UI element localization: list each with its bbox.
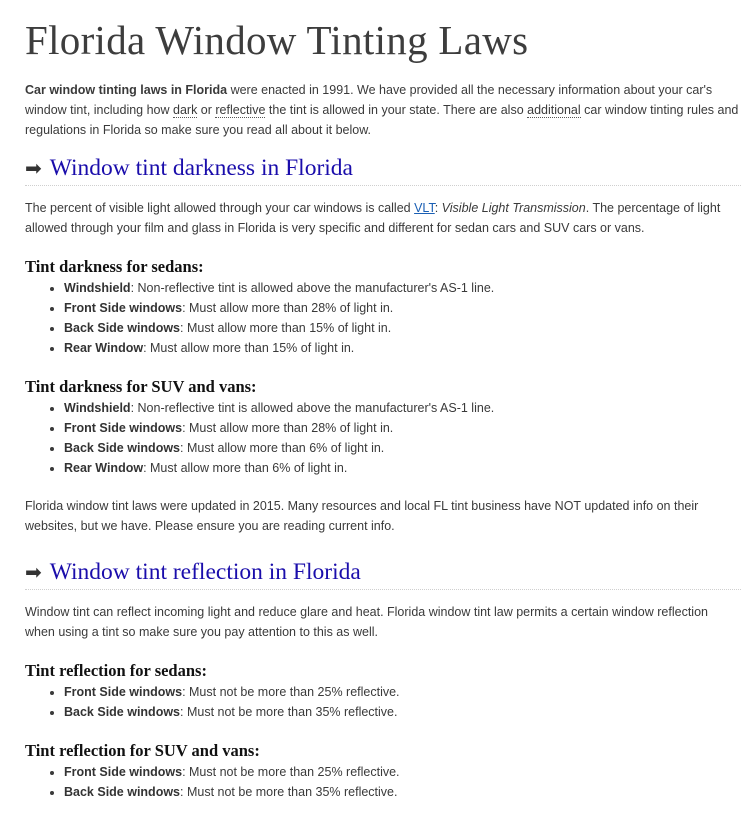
list-item [64, 338, 741, 358]
subheading-darkness-suv: Tint darkness for SUV and vans: [25, 377, 257, 396]
list-item [64, 398, 741, 418]
list-item-text: : Must allow more than 15% of light in. [180, 321, 392, 335]
list-item-text: : Must not be more than 25% reflective. [182, 765, 400, 779]
list-item [64, 298, 741, 318]
vlt-full-name: Visible Light Transmission [441, 201, 586, 215]
subheading-darkness-sedans: Tint darkness for sedans: [25, 257, 204, 276]
reflection-suv-list [25, 762, 741, 802]
additional-term[interactable]: additional [527, 103, 581, 117]
list-item-text: : Must allow more than 6% of light in. [180, 441, 385, 455]
list-item-label: Front Side windows [64, 301, 183, 315]
reflection-sedans-list [25, 682, 741, 722]
list-item [64, 682, 741, 702]
vlt-text-2: : [434, 201, 442, 215]
intro-text-4: car window tinting rules and regulations in Florida so make sure you read all about it below. [25, 103, 739, 137]
list-item-label: Back Side windows [64, 441, 181, 455]
list-item-text: : Must allow more than 6% of light in. [143, 461, 348, 475]
list-item [64, 318, 741, 338]
list-item-text: : Non-reflective tint is allowed above the manufacturer's AS-1 line. [130, 281, 495, 295]
list-item-text: : Non-reflective tint is allowed above the manufacturer's AS-1 line. [130, 401, 495, 415]
list-item [64, 458, 741, 478]
list-item-label: Front Side windows [64, 765, 183, 779]
intro-text-2: or [197, 103, 216, 117]
section-heading-reflection-text: Window tint reflection in Florida [49, 559, 361, 585]
intro-text-3: the tint is allowed in your state. There are also [265, 103, 528, 117]
list-item-text: : Must not be more than 35% reflective. [180, 785, 398, 799]
list-item-label: Back Side windows [64, 785, 181, 799]
subheading-reflection-sedans: Tint reflection for sedans: [25, 661, 207, 680]
list-item-label: Windshield [64, 401, 131, 415]
list-item-text: : Must allow more than 15% of light in. [143, 341, 355, 355]
section-heading-reflection [25, 557, 741, 590]
page-title: Florida Window Tinting Laws [25, 17, 529, 63]
list-item-label: Back Side windows [64, 321, 181, 335]
reflection-paragraph: Window tint can reflect incoming light and reduce glare and heat. Florida window tint law permits a certain window reflection when using a tint so make sure you pay attention to this as well. [25, 605, 708, 639]
list-item [64, 278, 741, 298]
list-item-text: : Must not be more than 35% reflective. [180, 705, 398, 719]
list-item-label: Rear Window [64, 461, 144, 475]
right-arrow-icon: ➡ [25, 156, 42, 180]
reflective-term[interactable]: reflective [215, 103, 266, 117]
list-item-label: Back Side windows [64, 705, 181, 719]
vlt-link[interactable]: VLT [414, 201, 435, 215]
intro-text-1: were enacted in 1991. We have provided all the necessary information about your car's window tint, including how [25, 83, 713, 117]
intro-paragraph [25, 80, 741, 140]
list-item [64, 418, 741, 438]
list-item-text: : Must allow more than 28% of light in. [182, 301, 394, 315]
vlt-text-3: . The percentage of light allowed through your film and glass in Florida is very specific and different for sedan cars and SUV cars or vans. [25, 201, 721, 235]
list-item-label: Front Side windows [64, 685, 183, 699]
intro-bold: Car window tinting laws in Florida [25, 83, 228, 97]
list-item-label: Front Side windows [64, 421, 183, 435]
list-item-text: : Must not be more than 25% reflective. [182, 685, 400, 699]
list-item [64, 702, 741, 722]
dark-term[interactable]: dark [173, 103, 198, 117]
list-item [64, 762, 741, 782]
darkness-suv-list [25, 398, 741, 478]
vlt-paragraph [25, 198, 741, 238]
vlt-text-1: The percent of visible light allowed through your car windows is called [25, 201, 415, 215]
subheading-reflection-suv: Tint reflection for SUV and vans: [25, 741, 260, 760]
right-arrow-icon: ➡ [25, 560, 42, 584]
list-item-text: : Must allow more than 28% of light in. [182, 421, 394, 435]
list-item [64, 782, 741, 802]
section-heading-darkness-text: Window tint darkness in Florida [49, 155, 353, 181]
darkness-sedans-list [25, 278, 741, 358]
section-heading-darkness [25, 153, 741, 186]
list-item-label: Rear Window [64, 341, 144, 355]
update-note: Florida window tint laws were updated in 2015. Many resources and local FL tint business have NOT updated info on their websites, but we have. Please ensure you are reading current info. [25, 499, 699, 533]
list-item [64, 438, 741, 458]
list-item-label: Windshield [64, 281, 131, 295]
